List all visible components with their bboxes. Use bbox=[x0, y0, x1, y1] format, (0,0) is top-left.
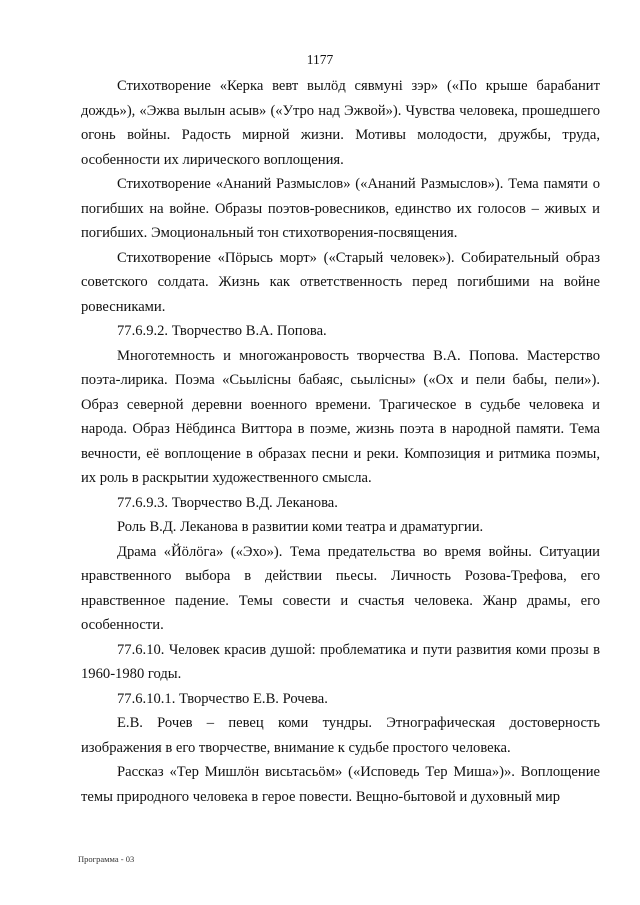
page-number: 1177 bbox=[306, 52, 334, 67]
section-heading-rochev: 77.6.10.1. Творчество Е.В. Рочева. bbox=[117, 690, 328, 707]
footer-label: Программа - 03 bbox=[78, 854, 135, 864]
paragraph-popov: Многотемность и многожанровость творчества В.А. Попова. Мастерство поэта-лирика. Поэма «Сьылiсны бабаяс, сьылiсны» («Ох и пели бабы, пели»). Образ северной деревни военного времени. Трагическое в судьбе человека и народа. Образ Нёбдинса Виттора в поэме, жизнь поэта в народной памяти. Тема вечности, её воплощение в образах песни и реки. Композиция и ритмика поэмы, их роль в раскрытии художественного смысла. bbox=[81, 347, 600, 486]
paragraph-story-ter-mish: Рассказ «Тер Мишлӧн висьтасьӧм» («Исповедь Тер Миша»)». Воплощение темы природного человека в герое повести. Вещно-бытовой и духовный мир bbox=[81, 764, 600, 805]
paragraph-poem-old-man: Стихотворение «Пӧрысь морт» («Старый человек»). Собирательный образ советского солдата. Жизнь как ответственность перед погибшими на войне ровесниками. bbox=[81, 249, 600, 315]
section-heading-prose: 77.6.10. Человек красив душой: проблематика и пути развития коми прозы в 1960-1980 годы. bbox=[81, 641, 600, 682]
paragraph-lekanov-role: Роль В.Д. Леканова в развитии коми театра и драматургии. bbox=[117, 519, 484, 535]
section-heading-lekanov: 77.6.9.3. Творчество В.Д. Леканова. bbox=[117, 494, 338, 511]
paragraph-rochev: Е.В. Рочев – певец коми тундры. Этнографическая достоверность изображения в его творчестве, внимание к судьбе простого человека. bbox=[81, 715, 600, 756]
section-heading-popov: 77.6.9.2. Творчество В.А. Попова. bbox=[117, 323, 327, 339]
paragraph-poem-kerka: Стихотворение «Керка вевт вылӧд сявмунi зэр» («По крыше барабанит дождь»), «Эжва вылын асыв» («Утро над Эжвой»). Чувства человека, прошедшего огонь войны. Радость мирной жизни. Мотивы молодости, дружбы, труда, особенности их лирического воплощения. bbox=[81, 78, 600, 168]
paragraph-drama-echo: Драма «Йӧлӧга» («Эхо»). Тема предательства во время войны. Ситуации нравственного выбора в действии пьесы. Личность Розова-Трефова, его нравственное падение. Темы совести и счастья человека. Жанр драмы, его особенности. bbox=[81, 543, 600, 633]
paragraph-poem-ananiy: Стихотворение «Ананий Размыслов» («Ананий Размыслов»). Тема памяти о погибших на войне. Образы поэтов-ровесников, единство их голосов – живых и погибших. Эмоциональный тон стихотворения-посвящения. bbox=[81, 176, 600, 241]
body-text bbox=[81, 74, 600, 809]
